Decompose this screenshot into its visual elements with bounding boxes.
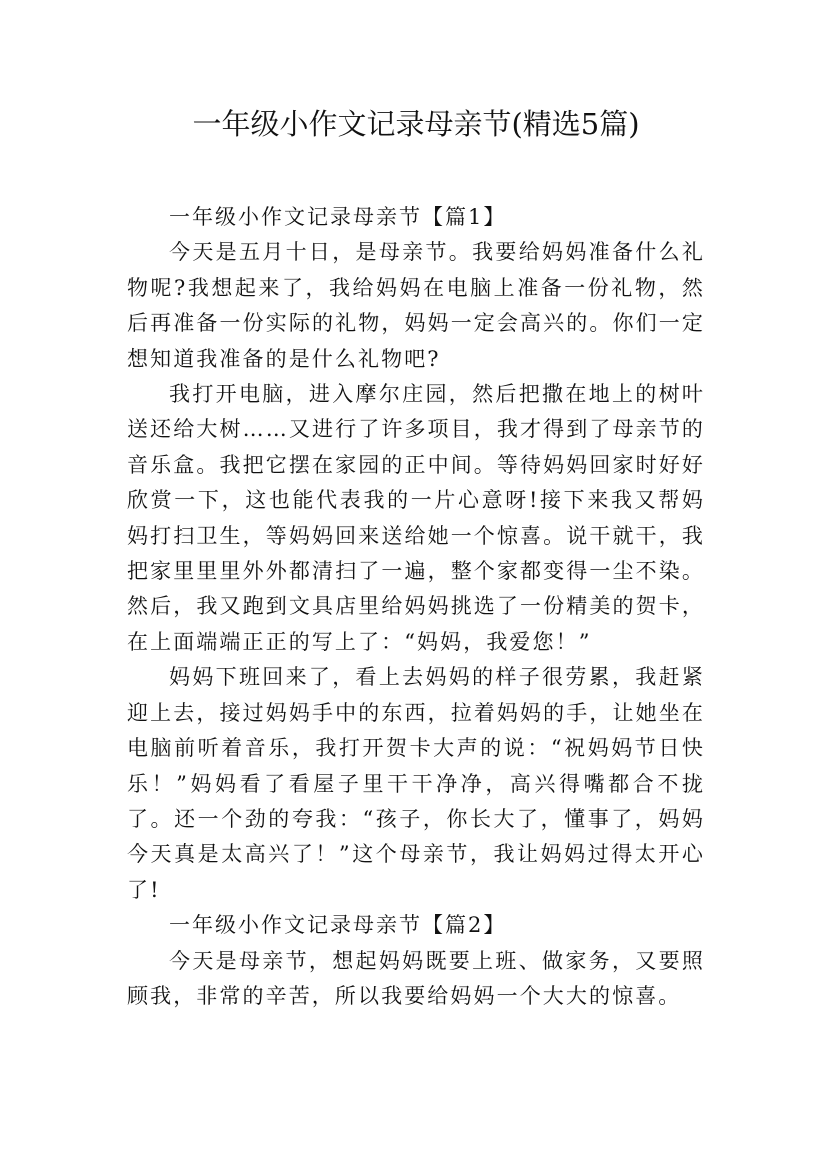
document-body: [127, 200, 705, 1014]
section-heading-1: 一年级小作文记录母亲节【篇1】: [169, 205, 507, 229]
section-heading-2: 一年级小作文记录母亲节【篇2】: [169, 913, 507, 938]
paragraph-3: 妈妈下班回来了，看上去妈妈的样子很劳累，我赶紧迎上去，接过妈妈手中的东西，拉着妈妈的手，让她坐在电脑前听着音乐，我打开贺卡大声的说：“祝妈妈节日快乐！”妈妈看了看屋子里干干净净，高兴得嘴都合不拢了。还一个劲的夸我：“孩子，你长大了，懂事了，妈妈今天真是太高兴了！”这个母亲节，我让妈妈过得太开心了!: [127, 665, 705, 902]
paragraph-2: 我打开电脑，进入摩尔庄园，然后把撒在地上的树叶送还给大树……又进行了许多项目，我才得到了母亲节的音乐盒。我把它摆在家园的正中间。等待妈妈回家时好好欣赏一下，这也能代表我的一片心意呀!接下来我又帮妈妈打扫卫生，等妈妈回来送给她一个惊喜。说干就干，我把家里里里外外都清扫了一遍，整个家都变得一尘不染。然后，我又跑到文具店里给妈妈挑选了一份精美的贺卡，在上面端端正正的写上了：“妈妈，我爱您！”: [127, 382, 705, 654]
document-title: 一年级小作文记录母亲节(精选5篇): [192, 107, 640, 141]
paragraph-4: 今天是母亲节，想起妈妈既要上班、做家务，又要照顾我，非常的辛苦，所以我要给妈妈一个大大的惊喜。: [127, 948, 705, 1008]
paragraph-1: 今天是五月十日，是母亲节。我要给妈妈准备什么礼物呢?我想起来了，我给妈妈在电脑上准备一份礼物，然后再准备一份实际的礼物，妈妈一定会高兴的。你们一定想知道我准备的是什么礼物吧?: [127, 240, 705, 371]
